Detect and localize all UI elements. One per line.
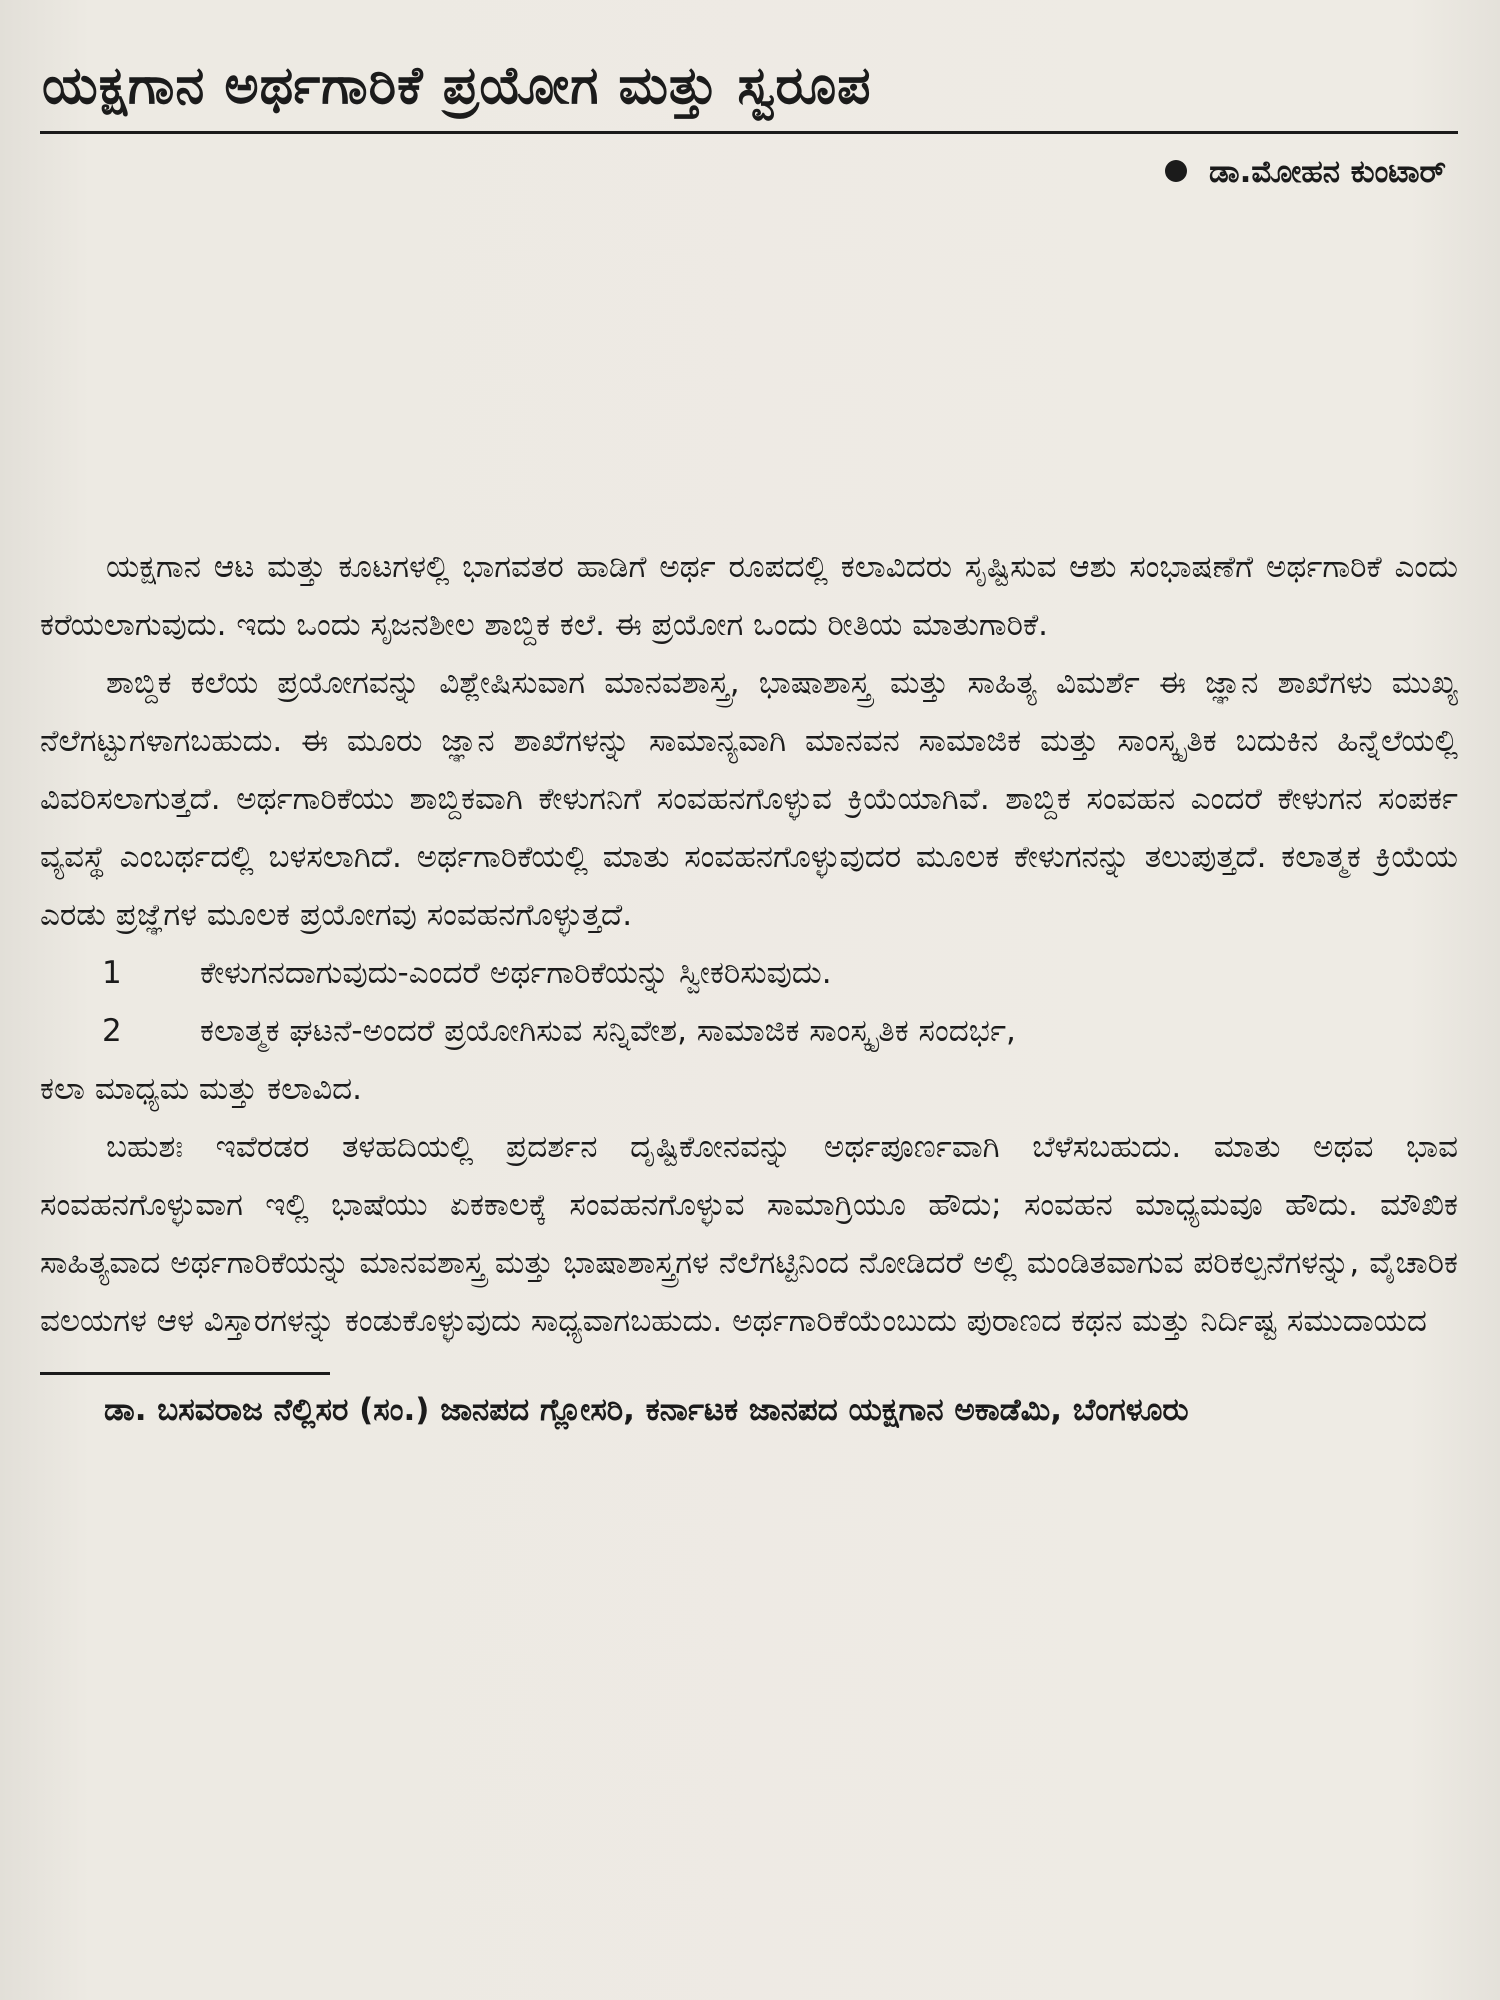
list-item-continuation: ಕಲಾ ಮಾಧ್ಯಮ ಮತ್ತು ಕಲಾವಿದ. <box>40 1070 363 1107</box>
list-item-text: ಕೇಳುಗನದಾಗುವುದು-ಎಂದರೆ ಅರ್ಥಗಾರಿಕೆಯನ್ನು ಸ್ವೀಕರಿಸುವುದು. <box>200 954 832 991</box>
bleed-through-gap <box>40 193 1460 538</box>
paragraph-1: ಯಕ್ಷಗಾನ ಆಟ ಮತ್ತು ಕೂಟಗಳಲ್ಲಿ ಭಾಗವತರ ಹಾಡಿಗೆ ಅರ್ಥ ರೂಪದಲ್ಲಿ ಕಲಾವಿದರು ಸೃಷ್ಟಿಸುವ ಆಶು ಸಂಭಾಷಣೆಗೆ ಅರ್ಥಗಾರಿಕೆ ಎಂದು ಕರೆಯಲಾಗುವುದು. ಇದು ಒಂದು ಸೃಜನಶೀಲ ಶಾಬ್ದಿಕ ಕಲೆ. ಈ ಪ್ರಯೋಗ ಒಂದು ರೀತಿಯ ಮಾತುಗಾರಿಕೆ. <box>40 548 1458 643</box>
list-item-number: 2 <box>102 1012 122 1049</box>
author-name: ಡಾ.ಮೋಹನ ಕುಂಟಾರ್ <box>1208 154 1446 191</box>
bullet-icon <box>1165 160 1187 182</box>
list-item <box>40 944 1458 1002</box>
list-item-text: ಕಲಾತ್ಮಕ ಘಟನೆ-ಅಂದರೆ ಪ್ರಯೋಗಿಸುವ ಸನ್ನಿವೇಶ, ಸಾಮಾಜಿಕ ಸಾಂಸ್ಕೃತಿಕ ಸಂದರ್ಭ, <box>200 1012 1016 1049</box>
paragraph-2: ಶಾಬ್ದಿಕ ಕಲೆಯ ಪ್ರಯೋಗವನ್ನು ವಿಶ್ಲೇಷಿಸುವಾಗ ಮಾನವಶಾಸ್ತ್ರ, ಭಾಷಾಶಾಸ್ತ್ರ ಮತ್ತು ಸಾಹಿತ್ಯ ವಿಮರ್ಶೆ ಈ ಜ್ಞಾನ ಶಾಖೆಗಳು ಮುಖ್ಯ ನೆಲೆಗಟ್ಟುಗಳಾಗಬಹುದು. ಈ ಮೂರು ಜ್ಞಾನ ಶಾಖೆಗಳನ್ನು ಸಾಮಾನ್ಯವಾಗಿ ಮಾನವನ ಸಾಮಾಜಿಕ ಮತ್ತು ಸಾಂಸ್ಕೃತಿಕ ಬದುಕಿನ ಹಿನ್ನೆಲೆಯಲ್ಲಿ ವಿವರಿಸಲಾಗುತ್ತದೆ. ಅರ್ಥಗಾರಿಕೆಯು ಶಾಬ್ದಿಕವಾಗಿ ಕೇಳುಗನಿಗೆ ಸಂವಹನಗೊಳ್ಳುವ ಕ್ರಿಯೆಯಾಗಿವೆ. ಶಾಬ್ದಿಕ ಸಂವಹನ ಎಂದರೆ ಕೇಳುಗನ ಸಂಪರ್ಕ ವ್ಯವಸ್ಥೆ ಎಂಬರ್ಥದಲ್ಲಿ ಬಳಸಲಾಗಿದೆ. ಅರ್ಥಗಾರಿಕೆಯಲ್ಲಿ ಮಾತು ಸಂವಹನಗೊಳ್ಳುವುದರ ಮೂಲಕ ಕೇಳುಗನನ್ನು ತಲುಪುತ್ತದೆ. ಕಲಾತ್ಮಕ ಕ್ರಿಯೆಯ ಎರಡು ಪ್ರಜ್ಞೆಗಳ ಮೂಲಕ ಪ್ರಯೋಗವು ಸಂವಹನಗೊಳ್ಳುತ್ತದೆ. <box>40 664 1458 933</box>
title-underline <box>40 131 1458 134</box>
article-title: ಯಕ್ಷಗಾನ ಅರ್ಥಗಾರಿಕೆ ಪ್ರಯೋಗ ಮತ್ತು ಸ್ವರೂಪ <box>42 56 872 116</box>
paragraph-3: ಬಹುಶಃ ಇವೆರಡರ ತಳಹದಿಯಲ್ಲಿ ಪ್ರದರ್ಶನ ದೃಷ್ಟಿಕೋನವನ್ನು ಅರ್ಥಪೂರ್ಣವಾಗಿ ಬೆಳೆಸಬಹುದು. ಮಾತು ಅಥವ ಭಾವ ಸಂವಹನಗೊಳ್ಳುವಾಗ ಇಲ್ಲಿ ಭಾಷೆಯು ಏಕಕಾಲಕ್ಕೆ ಸಂವಹನಗೊಳ್ಳುವ ಸಾಮಾಗ್ರಿಯೂ ಹೌದು; ಸಂವಹನ ಮಾಧ್ಯಮವೂ ಹೌದು. ಮೌಖಿಕ ಸಾಹಿತ್ಯವಾದ ಅರ್ಥಗಾರಿಕೆಯನ್ನು ಮಾನವಶಾಸ್ತ್ರ ಮತ್ತು ಭಾಷಾಶಾಸ್ತ್ರಗಳ ನೆಲೆಗಟ್ಟಿನಿಂದ ನೋಡಿದರೆ ಅಲ್ಲಿ ಮಂಡಿತವಾಗುವ ಪರಿಕಲ್ಪನೆಗಳನ್ನು, ವೈಚಾರಿಕ ವಲಯಗಳ ಆಳ ವಿಸ್ತಾರಗಳನ್ನು ಕಂಡುಕೊಳ್ಳುವುದು ಸಾಧ್ಯವಾಗಬಹುದು. ಅರ್ಥಗಾರಿಕೆಯೆಂಬುದು ಪುರಾಣದ ಕಥನ ಮತ್ತು ನಿರ್ದಿಷ್ಟ ಸಮುದಾಯದ <box>40 1128 1458 1339</box>
footnote-rule <box>40 1372 330 1375</box>
list-item <box>40 1002 1458 1060</box>
article-body <box>40 538 1460 1350</box>
list-item-number: 1 <box>102 954 122 991</box>
author-line <box>40 152 1446 192</box>
footnote: ಡಾ. ಬಸವರಾಜ ನೆಲ್ಲಿಸರ (ಸಂ.) ಜಾನಪದ ಗ್ಲೋಸರಿ, ಕರ್ನಾಟಕ ಜಾನಪದ ಯಕ್ಷಗಾನ ಅಕಾಡೆಮಿ, ಬೆಂಗಳೂರು <box>104 1391 1189 1428</box>
